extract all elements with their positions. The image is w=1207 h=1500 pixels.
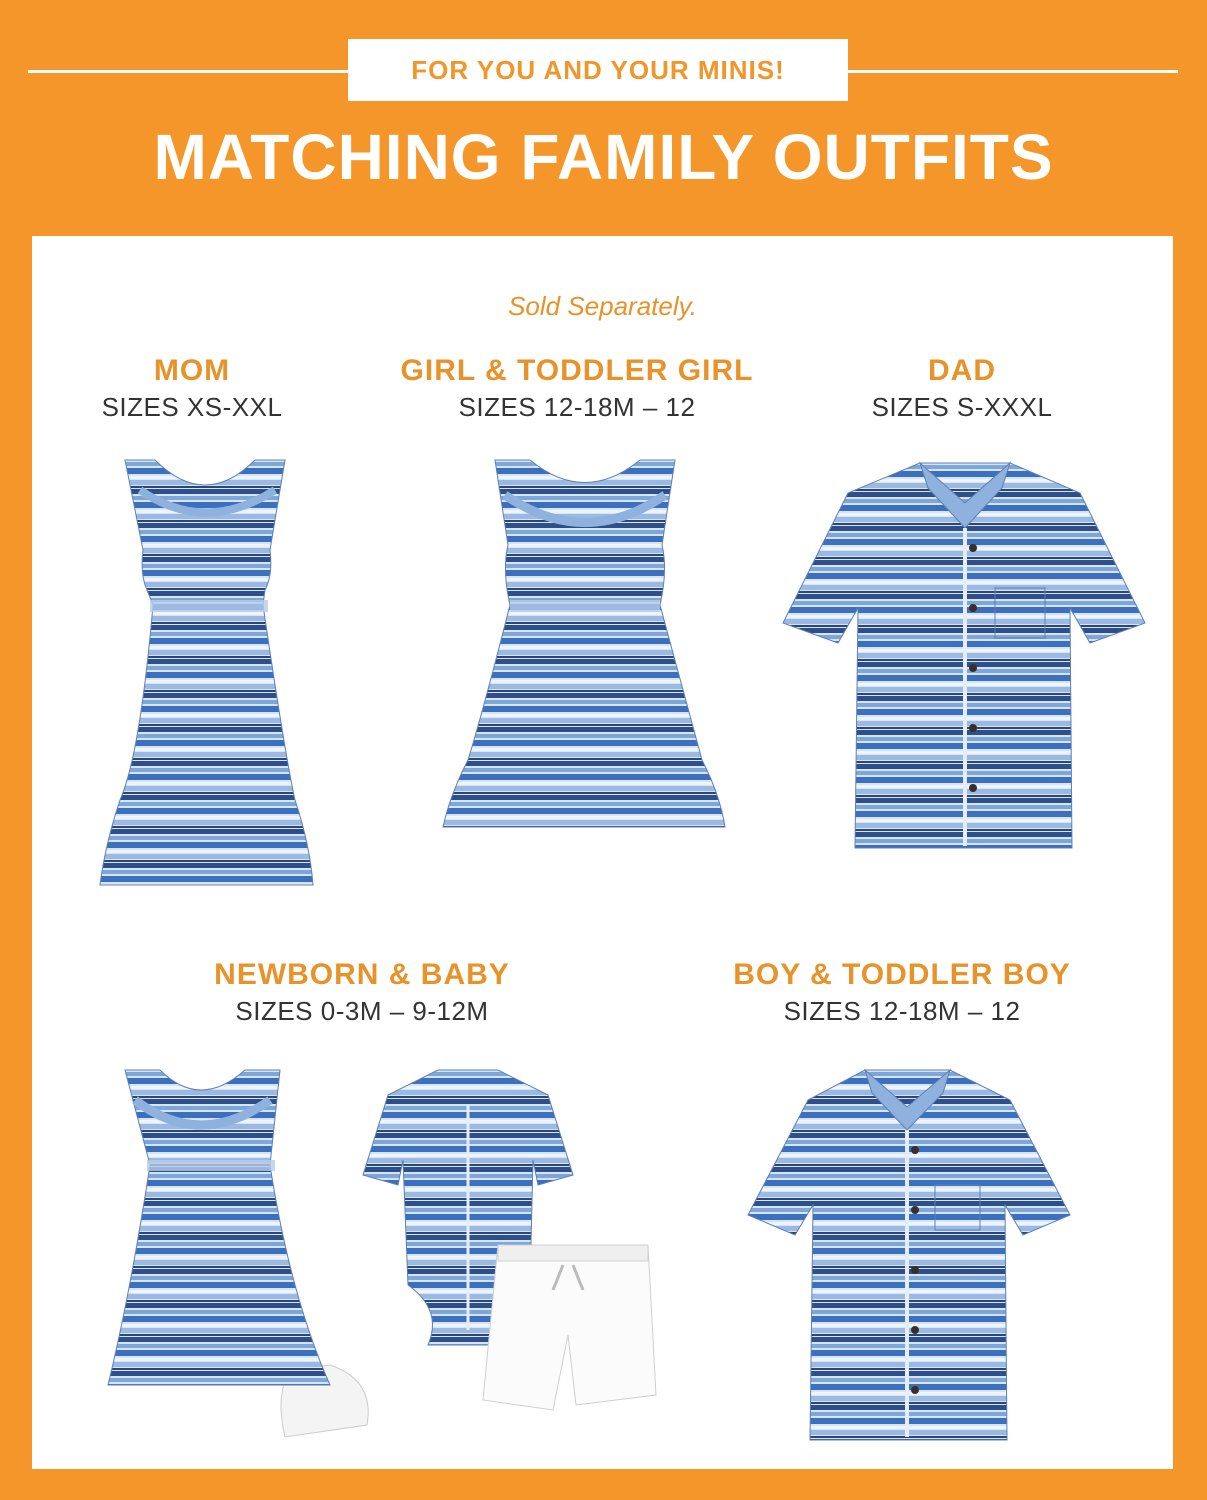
baby-romper-and-shorts-image xyxy=(358,1065,658,1415)
group-label-mom xyxy=(72,354,312,423)
sold-separately-note: Sold Separately. xyxy=(508,291,697,321)
striped-girl-dress-image xyxy=(440,455,730,835)
group-label-boy xyxy=(682,958,1122,1027)
group-sizes: SIZES 0-3M – 9-12M xyxy=(235,996,489,1026)
tagline: FOR YOU AND YOUR MINIS! xyxy=(411,54,785,85)
striped-men-shirt-image xyxy=(780,458,1150,858)
group-label-baby xyxy=(172,958,552,1027)
baby-dress-and-bloomer-image xyxy=(105,1065,385,1445)
group-sizes: SIZES 12-18M – 12 xyxy=(783,996,1021,1026)
group-name: BOY & TODDLER BOY xyxy=(733,958,1071,991)
group-label-dad xyxy=(832,354,1092,423)
group-name: GIRL & TODDLER GIRL xyxy=(400,354,754,387)
group-label-girl xyxy=(362,354,792,423)
group-sizes: SIZES XS-XXL xyxy=(101,392,283,422)
tagline-line-left xyxy=(28,70,348,73)
group-name: DAD xyxy=(928,354,996,387)
group-sizes: SIZES S-XXXL xyxy=(871,392,1053,422)
striped-maxi-dress-image xyxy=(95,455,320,890)
group-name: NEWBORN & BABY xyxy=(214,958,510,991)
group-sizes: SIZES 12-18M – 12 xyxy=(458,392,696,422)
page-title: MATCHING FAMILY OUTFITS xyxy=(153,121,1054,193)
tagline-line-right xyxy=(848,70,1178,73)
tagline-box xyxy=(348,39,848,101)
group-name: MOM xyxy=(153,354,231,387)
striped-boy-shirt-image xyxy=(745,1065,1075,1450)
